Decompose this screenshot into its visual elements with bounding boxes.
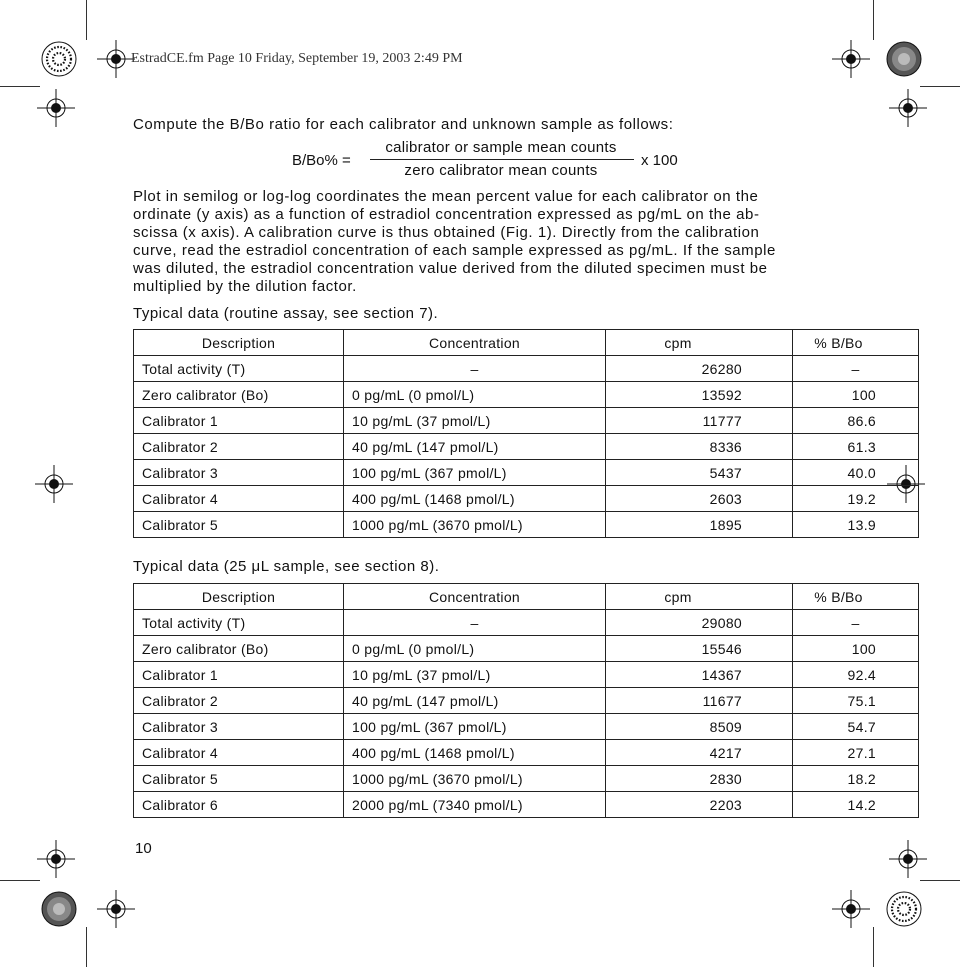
table-cell: 92.4 — [793, 662, 919, 688]
crosshair-icon — [832, 890, 870, 928]
formula-multiplier: x 100 — [641, 152, 678, 169]
table2-caption: Typical data (25 μL sample, see section 8). — [133, 558, 440, 575]
table-cell: Total activity (T) — [134, 356, 344, 382]
table-cell: Total activity (T) — [134, 610, 344, 636]
trim-line — [920, 880, 960, 881]
table-cell: 100 — [793, 636, 919, 662]
table-cell: 1000 pg/mL (3670 pmol/L) — [344, 512, 606, 538]
table-cell: 26280 — [606, 356, 793, 382]
column-header: Concentration — [344, 584, 606, 610]
crosshair-icon — [832, 40, 870, 78]
intro-text: Compute the B/Bo ratio for each calibrator and unknown sample as follows: — [133, 116, 674, 133]
table-cell: 29080 — [606, 610, 793, 636]
starburst-icon — [886, 891, 922, 927]
table-cell: – — [344, 356, 606, 382]
formula-lhs: B/Bo% = — [292, 152, 351, 169]
table-cell: Calibrator 2 — [134, 434, 344, 460]
table-row — [134, 662, 919, 688]
table-row — [134, 740, 919, 766]
fraction-bar — [370, 159, 634, 160]
table-row — [134, 460, 919, 486]
table-row — [134, 688, 919, 714]
table-cell: Calibrator 3 — [134, 714, 344, 740]
table-row — [134, 636, 919, 662]
table-cell: 0 pg/mL (0 pmol/L) — [344, 636, 606, 662]
table-cell: Calibrator 5 — [134, 512, 344, 538]
table-cell: 54.7 — [793, 714, 919, 740]
table-row — [134, 792, 919, 818]
crosshair-icon — [97, 40, 135, 78]
table-row — [134, 714, 919, 740]
paragraph-line: curve, read the estradiol concentration of each sample expressed as pg/mL. If the sample — [133, 242, 776, 259]
table-cell: – — [793, 610, 919, 636]
table-cell: 40 pg/mL (147 pmol/L) — [344, 434, 606, 460]
table-cell: 40 pg/mL (147 pmol/L) — [344, 688, 606, 714]
table-cell: 19.2 — [793, 486, 919, 512]
table-cell: 0 pg/mL (0 pmol/L) — [344, 382, 606, 408]
table-cell: Calibrator 1 — [134, 408, 344, 434]
crosshair-icon — [889, 840, 927, 878]
gradient-target-icon — [886, 41, 922, 77]
table-cell: 14.2 — [793, 792, 919, 818]
table-row — [134, 408, 919, 434]
table-cell: 2203 — [606, 792, 793, 818]
table-cell: 13592 — [606, 382, 793, 408]
column-header: Description — [134, 584, 344, 610]
table-cell: 11777 — [606, 408, 793, 434]
trim-line — [86, 0, 87, 40]
table1-caption: Typical data (routine assay, see section 7). — [133, 305, 439, 322]
table-cell: 4217 — [606, 740, 793, 766]
table-cell: 10 pg/mL (37 pmol/L) — [344, 662, 606, 688]
page-number: 10 — [135, 840, 152, 857]
table-cell: 8336 — [606, 434, 793, 460]
table-cell: Zero calibrator (Bo) — [134, 382, 344, 408]
formula-numerator: calibrator or sample mean counts — [385, 139, 617, 156]
column-header: % B/Bo — [793, 330, 919, 356]
paragraph-line: multiplied by the dilution factor. — [133, 278, 357, 295]
table-cell: 27.1 — [793, 740, 919, 766]
table-cell: 2603 — [606, 486, 793, 512]
trim-line — [0, 880, 40, 881]
gradient-target-icon — [41, 891, 77, 927]
table-header-row — [134, 330, 919, 356]
table-cell: – — [793, 356, 919, 382]
table-cell: 100 — [793, 382, 919, 408]
file-header: EstradCE.fm Page 10 Friday, September 19, 2003 2:49 PM — [131, 51, 463, 66]
table-cell: 2830 — [606, 766, 793, 792]
table-cell: 18.2 — [793, 766, 919, 792]
table-header-row — [134, 584, 919, 610]
table-cell: Calibrator 2 — [134, 688, 344, 714]
table-cell: Calibrator 4 — [134, 486, 344, 512]
table-cell: 86.6 — [793, 408, 919, 434]
table-cell: 100 pg/mL (367 pmol/L) — [344, 460, 606, 486]
table-cell: Calibrator 4 — [134, 740, 344, 766]
trim-line — [920, 86, 960, 87]
table-row — [134, 434, 919, 460]
paragraph-line: ordinate (y axis) as a function of estradiol concentration expressed as pg/mL on the ab- — [133, 206, 760, 223]
table-cell: 11677 — [606, 688, 793, 714]
table-row — [134, 486, 919, 512]
table-cell: 61.3 — [793, 434, 919, 460]
table-cell: Calibrator 1 — [134, 662, 344, 688]
table-cell: Calibrator 3 — [134, 460, 344, 486]
table-cell: 75.1 — [793, 688, 919, 714]
table-row — [134, 382, 919, 408]
crosshair-icon — [889, 89, 927, 127]
table-cell: 1895 — [606, 512, 793, 538]
table-cell: 400 pg/mL (1468 pmol/L) — [344, 740, 606, 766]
table-cell: 2000 pg/mL (7340 pmol/L) — [344, 792, 606, 818]
column-header: Description — [134, 330, 344, 356]
table-row — [134, 356, 919, 382]
table-cell: 14367 — [606, 662, 793, 688]
trim-line — [86, 927, 87, 967]
column-header: cpm — [606, 584, 793, 610]
starburst-icon — [41, 41, 77, 77]
crosshair-icon — [97, 890, 135, 928]
column-header: cpm — [606, 330, 793, 356]
table-cell: 8509 — [606, 714, 793, 740]
table-row — [134, 610, 919, 636]
formula-denominator: zero calibrator mean counts — [404, 162, 598, 179]
trim-line — [873, 927, 874, 967]
table-cell: Zero calibrator (Bo) — [134, 636, 344, 662]
column-header: % B/Bo — [793, 584, 919, 610]
table-cell: Calibrator 6 — [134, 792, 344, 818]
table-cell: – — [344, 610, 606, 636]
column-header: Concentration — [344, 330, 606, 356]
trim-line — [873, 0, 874, 40]
paragraph-line: was diluted, the estradiol concentration value derived from the diluted specimen must be — [133, 260, 768, 277]
table-cell: 10 pg/mL (37 pmol/L) — [344, 408, 606, 434]
instructions-paragraph — [133, 188, 776, 296]
typical-data-table-routine — [133, 329, 919, 538]
table-cell: 400 pg/mL (1468 pmol/L) — [344, 486, 606, 512]
table-cell: 1000 pg/mL (3670 pmol/L) — [344, 766, 606, 792]
table-cell: 100 pg/mL (367 pmol/L) — [344, 714, 606, 740]
paragraph-line: Plot in semilog or log-log coordinates the mean percent value for each calibrator on the — [133, 188, 759, 205]
crosshair-icon — [37, 89, 75, 127]
trim-line — [0, 86, 40, 87]
table-cell: 15546 — [606, 636, 793, 662]
table-cell: Calibrator 5 — [134, 766, 344, 792]
crosshair-icon — [37, 840, 75, 878]
table-cell: 13.9 — [793, 512, 919, 538]
table-cell: 40.0 — [793, 460, 919, 486]
paragraph-line: scissa (x axis). A calibration curve is thus obtained (Fig. 1). Directly from the calibration — [133, 224, 760, 241]
table-cell: 5437 — [606, 460, 793, 486]
table-row — [134, 766, 919, 792]
typical-data-table-25ul — [133, 583, 919, 818]
table-row — [134, 512, 919, 538]
crosshair-icon — [35, 465, 73, 503]
